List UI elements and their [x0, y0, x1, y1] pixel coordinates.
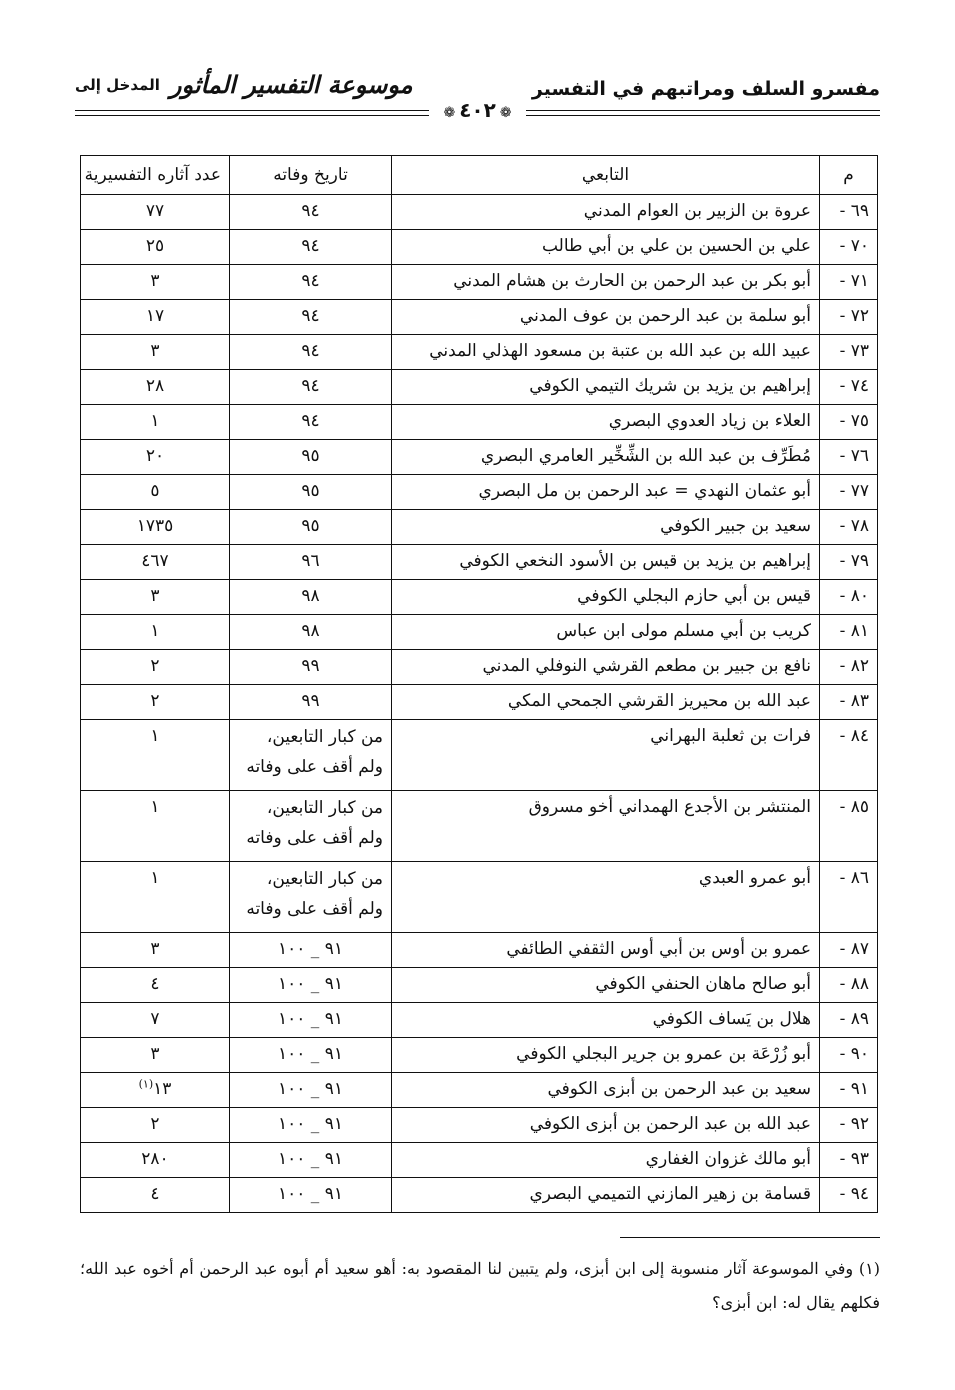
row-count: ١	[81, 615, 230, 650]
row-count: ٢	[81, 685, 230, 720]
row-name: سعيد بن عبد الرحمن بن أبزى الكوفي	[392, 1073, 820, 1108]
row-name: قسامة بن زهير المازني التميمي البصري	[392, 1178, 820, 1213]
row-count: ٢٥	[81, 230, 230, 265]
row-count: ٧٧	[81, 195, 230, 230]
row-death-date: ٩١ _ ١٠٠	[230, 1108, 392, 1143]
row-name: سعيد بن جبير الكوفي	[392, 510, 820, 545]
row-number: ٧٨ -	[820, 510, 878, 545]
row-number: ٨٠ -	[820, 580, 878, 615]
table-row	[81, 1038, 878, 1073]
row-death-date: ٩٩	[230, 685, 392, 720]
row-count: ٢٨٠	[81, 1143, 230, 1178]
row-name: أبو عثمان النهدي = عبد الرحمن بن مل البصري	[392, 475, 820, 510]
row-death-date: ٩٤	[230, 195, 392, 230]
row-death-date: ٩٥	[230, 510, 392, 545]
row-name: أبو عمرو العبدي	[392, 862, 820, 933]
row-name: أبو سلمة بن عبد الرحمن بن عوف المدني	[392, 300, 820, 335]
table-row	[81, 335, 878, 370]
book-title-prefix: المدخل إلى	[75, 75, 160, 94]
table-row	[81, 1178, 878, 1213]
row-number: ٧٠ -	[820, 230, 878, 265]
row-number: ٧٤ -	[820, 370, 878, 405]
row-name: هلال بن يَساف الكوفي	[392, 1003, 820, 1038]
row-name: عمرو بن أوس بن أبي أوس الثقفي الطائفي	[392, 933, 820, 968]
row-number: ٩٢ -	[820, 1108, 878, 1143]
row-number: ٨٦ -	[820, 862, 878, 933]
table-row	[81, 650, 878, 685]
row-count: ٣	[81, 265, 230, 300]
row-name: العلاء بن زياد العدوي البصري	[392, 405, 820, 440]
table-row	[81, 230, 878, 265]
table-row	[81, 475, 878, 510]
row-count: ١	[81, 720, 230, 791]
row-number: ٩٣ -	[820, 1143, 878, 1178]
row-death-date: ٩١ _ ١٠٠	[230, 1073, 392, 1108]
row-count: ١	[81, 791, 230, 862]
row-number: ٦٩ -	[820, 195, 878, 230]
row-count: ٣	[81, 1038, 230, 1073]
row-number: ٨٧ -	[820, 933, 878, 968]
row-count: ١	[81, 862, 230, 933]
table-row	[81, 405, 878, 440]
row-name: كريب بن أبي مسلم مولى ابن عباس	[392, 615, 820, 650]
row-number: ٧٧ -	[820, 475, 878, 510]
table-row	[81, 862, 878, 933]
tabieen-table	[80, 155, 878, 1213]
row-death-date: ٩٤	[230, 230, 392, 265]
page-number: ٤٠٢	[459, 98, 496, 122]
row-death-date: ٩٨	[230, 615, 392, 650]
running-title: مفسرو السلف ومراتبهم في التفسير	[531, 78, 880, 100]
row-number: ٨٤ -	[820, 720, 878, 791]
header-num: م	[820, 156, 878, 195]
row-death-date: ٩٤	[230, 265, 392, 300]
row-name: المنتشر بن الأجدع الهمداني أخو مسروق	[392, 791, 820, 862]
row-count: ٣	[81, 580, 230, 615]
row-number: ٩٤ -	[820, 1178, 878, 1213]
row-death-date: ٩٥	[230, 475, 392, 510]
row-number: ٧١ -	[820, 265, 878, 300]
ornament-icon: ❁	[443, 105, 456, 121]
row-count: ١٧٣٥	[81, 510, 230, 545]
row-count: ٢	[81, 650, 230, 685]
row-number: ٩١ -	[820, 1073, 878, 1108]
row-name: أبو صالح ماهان الحنفي الكوفي	[392, 968, 820, 1003]
table-row	[81, 1108, 878, 1143]
table-row	[81, 1143, 878, 1178]
table-row	[81, 968, 878, 1003]
row-count: ٢	[81, 1108, 230, 1143]
row-number: ٧٥ -	[820, 405, 878, 440]
ornament-icon: ❁	[499, 105, 512, 121]
row-name: عبد الله بن محيريز القرشي الجمحي المكي	[392, 685, 820, 720]
row-count: ٢٨	[81, 370, 230, 405]
table-row	[81, 545, 878, 580]
row-name: علي بن الحسين بن علي بن أبي طالب	[392, 230, 820, 265]
header-death: تاريخ وفاته	[230, 156, 392, 195]
row-death-date: ٩١ _ ١٠٠	[230, 1038, 392, 1073]
row-death-date: ٩١ _ ١٠٠	[230, 1003, 392, 1038]
row-death-date: ٩٤	[230, 370, 392, 405]
row-number: ٨٣ -	[820, 685, 878, 720]
row-number: ٧٩ -	[820, 545, 878, 580]
row-death-date: ٩١ _ ١٠٠	[230, 1143, 392, 1178]
row-death-date: ٩٦	[230, 545, 392, 580]
header-count: عدد آثاره التفسيرية	[81, 156, 230, 195]
table-row	[81, 720, 878, 791]
row-death-date: ٩٤	[230, 300, 392, 335]
row-name: أبو زُرْعَة بن عمرو بن جرير البجلي الكوفي	[392, 1038, 820, 1073]
table-header-row	[81, 156, 878, 195]
footnote-ref[interactable]: (١)	[138, 1077, 154, 1091]
table-row	[81, 791, 878, 862]
row-name: عروة بن الزبير بن العوام المدني	[392, 195, 820, 230]
row-number: ٨٥ -	[820, 791, 878, 862]
table-row	[81, 370, 878, 405]
table-row	[81, 1003, 878, 1038]
table-row	[81, 195, 878, 230]
row-death-date: من كبار التابعين، ولم أقف على وفاته	[230, 720, 392, 791]
row-death-date: ٩٨	[230, 580, 392, 615]
row-count: ١٧	[81, 300, 230, 335]
row-count: ٣	[81, 335, 230, 370]
row-number: ٨٨ -	[820, 968, 878, 1003]
page-header	[75, 70, 880, 122]
table-row	[81, 510, 878, 545]
table-body	[81, 195, 878, 1213]
row-name: قيس بن أبي حازم البجلي الكوفي	[392, 580, 820, 615]
page-number-block	[429, 98, 525, 122]
row-name: أبو مالك غزوان الغفاري	[392, 1143, 820, 1178]
row-count: ٤٦٧	[81, 545, 230, 580]
row-death-date: من كبار التابعين، ولم أقف على وفاته	[230, 791, 392, 862]
row-number: ٧٦ -	[820, 440, 878, 475]
row-death-date: ٩٥	[230, 440, 392, 475]
table-row	[81, 265, 878, 300]
row-count: ٤	[81, 1178, 230, 1213]
row-count: ٤	[81, 968, 230, 1003]
row-death-date: ٩١ _ ١٠٠	[230, 933, 392, 968]
row-number: ٨٢ -	[820, 650, 878, 685]
row-name: عبد الله بن عبد الرحمن بن أبزى الكوفي	[392, 1108, 820, 1143]
row-count: ٣	[81, 933, 230, 968]
row-name: إبراهيم بن يزيد بن قيس بن الأسود النخعي الكوفي	[392, 545, 820, 580]
row-death-date: ٩٤	[230, 335, 392, 370]
row-death-date: من كبار التابعين، ولم أقف على وفاته	[230, 862, 392, 933]
row-death-date: ٩١ _ ١٠٠	[230, 1178, 392, 1213]
book-title	[75, 70, 413, 99]
row-count: ١	[81, 405, 230, 440]
row-name: فرات بن ثعلبة البهراني	[392, 720, 820, 791]
row-count: ٥	[81, 475, 230, 510]
table-row	[81, 1073, 878, 1108]
header-name: التابعي	[392, 156, 820, 195]
row-name: إبراهيم بن يزيد بن شريك التيمي الكوفي	[392, 370, 820, 405]
footnote-rule	[620, 1237, 880, 1238]
row-name: مُطَرِّف بن عبد الله بن الشِّخِّير العامري البصري	[392, 440, 820, 475]
row-count: ١٣$^{(١)}$	[81, 1073, 230, 1108]
row-number: ٨٩ -	[820, 1003, 878, 1038]
row-count: ٢٠	[81, 440, 230, 475]
row-number: ٩٠ -	[820, 1038, 878, 1073]
row-name: أبو بكر بن عبد الرحمن بن الحارث بن هشام المدني	[392, 265, 820, 300]
table-row	[81, 685, 878, 720]
book-title-logo: موسوعة التفسير المأثور	[169, 70, 413, 99]
row-name: نافع بن جبير بن مطعم القرشي النوفلي المدني	[392, 650, 820, 685]
table-row	[81, 615, 878, 650]
row-death-date: ٩٩	[230, 650, 392, 685]
table-row	[81, 440, 878, 475]
row-death-date: ٩٤	[230, 405, 392, 440]
footnote: (١) وفي الموسوعة آثار منسوبة إلى ابن أبزى، ولم يتبين لنا المقصود به: أهو سعيد أم أبوه عبد الرحمن أم أخوه عبد الله؛ فكلهم يقال له: ابن أبزى؟	[80, 1259, 880, 1312]
row-count: ٧	[81, 1003, 230, 1038]
row-number: ٨١ -	[820, 615, 878, 650]
table-row	[81, 300, 878, 335]
row-number: ٧٣ -	[820, 335, 878, 370]
row-death-date: ٩١ _ ١٠٠	[230, 968, 392, 1003]
row-number: ٧٢ -	[820, 300, 878, 335]
table-row	[81, 580, 878, 615]
row-name: عبيد الله بن عبد الله بن عتبة بن مسعود الهذلي المدني	[392, 335, 820, 370]
table-row	[81, 933, 878, 968]
